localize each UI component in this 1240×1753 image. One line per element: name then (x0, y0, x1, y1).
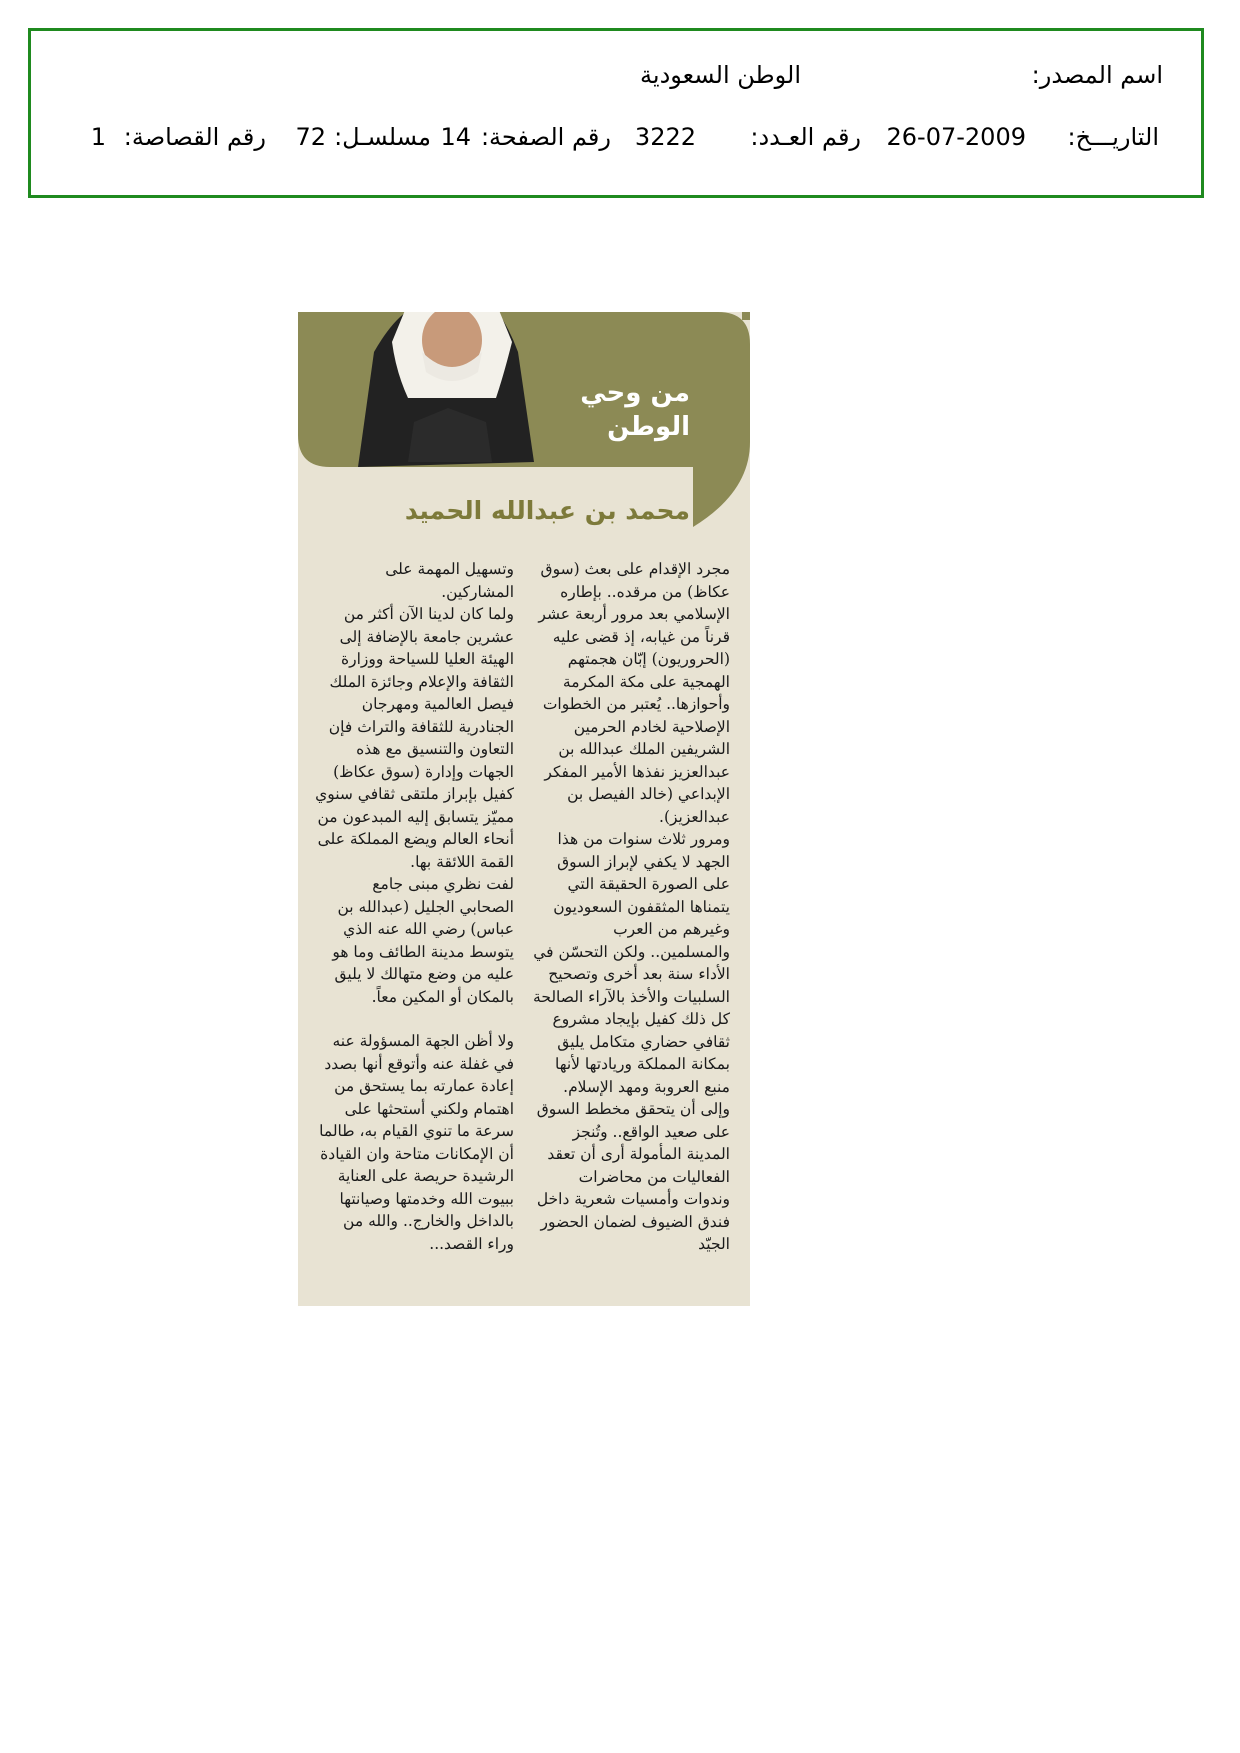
paragraph: لفت نظري مبنى جامع الصحابي الجليل (عبدالله بن عباس) رضي الله عنه الذي يتوسط مدينة الطائف وما هو عليه من وضع متهالك لا يليق بالمكان أو المكين معاً. (332, 875, 514, 1006)
page-value: 14 (440, 123, 471, 151)
column-title (560, 376, 690, 444)
issue-value: 3222 (634, 123, 696, 151)
serial-label: مسلسـل: (334, 123, 431, 151)
date-label: التاريـــخ: (1067, 123, 1159, 151)
clip-label: رقم القصاصة: (123, 123, 266, 151)
column-title-line2: الوطن (607, 412, 690, 442)
source-label: اسم المصدر: (1031, 61, 1163, 89)
column-title-line1: من وحي (580, 378, 690, 408)
article-clipping (298, 312, 750, 1306)
paragraph: وتسهيل المهمة على المشاركين. (385, 560, 514, 601)
clip-value: 1 (90, 123, 106, 151)
source-value: الوطن السعودية (640, 61, 801, 89)
issue-label: رقم العـدد: (750, 123, 861, 151)
serial-value: 72 (295, 123, 326, 151)
column-banner (298, 312, 750, 527)
page-label: رقم الصفحة: (480, 123, 611, 151)
paragraph: ومرور ثلاث سنوات من هذا الجهد لا يكفي لإبراز السوق على الصورة الحقيقة التي يتمناها المثقفون السعوديون وغيرهم من العرب والمسلمين.. ولكن التحسّن في الأداء سنة بعد أخرى وتصحيح السلبيات والأخذ بالآراء الصالحة كل ذلك كفيل بإيجاد مشروع ثقافي حضاري متكامل يليق بمكانة المملكة وريادتها لأنها منبع العروبة ومهد الإسلام. (533, 830, 730, 1096)
date-value: 26-07-2009 (886, 123, 1026, 151)
author-name: محمد بن عبدالله الحميد (404, 496, 690, 525)
metadata-row (31, 123, 1201, 163)
article-column-left (314, 558, 514, 1255)
paragraph: ولما كان لدينا الآن أكثر من عشرين جامعة بالإضافة إلى الهيئة العليا للسياحة ووزارة الثقافة والإعلام وجائزة الملك فيصل العالمية ومهرجان الجنادرية للثقافة والتراث فإن التعاون والتنسيق مع هذه الجهات وإدارة (سوق عكاظ) كفيل بإبراز ملتقى ثقافي سنوي مميّز يتسابق إليه المبدعون من أنحاء العالم ويضع المملكة على القمة اللائقة بها. (315, 605, 514, 871)
source-row (31, 61, 1201, 101)
source-info-box (28, 28, 1204, 198)
paragraph-gap (314, 1008, 514, 1030)
paragraph: مجرد الإقدام على بعث (سوق عكاظ) من مرقده.. بإطاره الإسلامي بعد مرور أربعة عشر قرناً من غيابه، إذ قضى عليه (الحروريون) إبّان هجمتهم الهمجية على مكة المكرمة وأحوازها.. يُعتبر من الخطوات الإصلاحية لخادم الحرمين الشريفين الملك عبدالله بن عبدالعزيز نفذها الأمير المفكر الإبداعي (خالد الفيصل بن عبدالعزيز). (538, 560, 730, 826)
paragraph: وإلى أن يتحقق مخطط السوق على صعيد الواقع.. وتُنجز المدينة المأمولة أرى أن تعقد الفعاليات من محاضرات وندوات وأمسيات شعرية داخل فندق الضيوف لضمان الحضور الجيّد (536, 1100, 730, 1253)
article-column-right (530, 558, 730, 1256)
paragraph: ولا أظن الجهة المسؤولة عنه في غفلة عنه وأتوقع أنها بصدد إعادة عمارته بما يستحق من اهتمام ولكني أستحثها على سرعة ما تنوي القيام به، طالما أن الإمكانات متاحة وان القيادة الرشيدة حريصة على العناية ببيوت الله وخدمتها وصيانتها بالداخل والخارج.. والله من وراء القصد... (319, 1032, 514, 1253)
